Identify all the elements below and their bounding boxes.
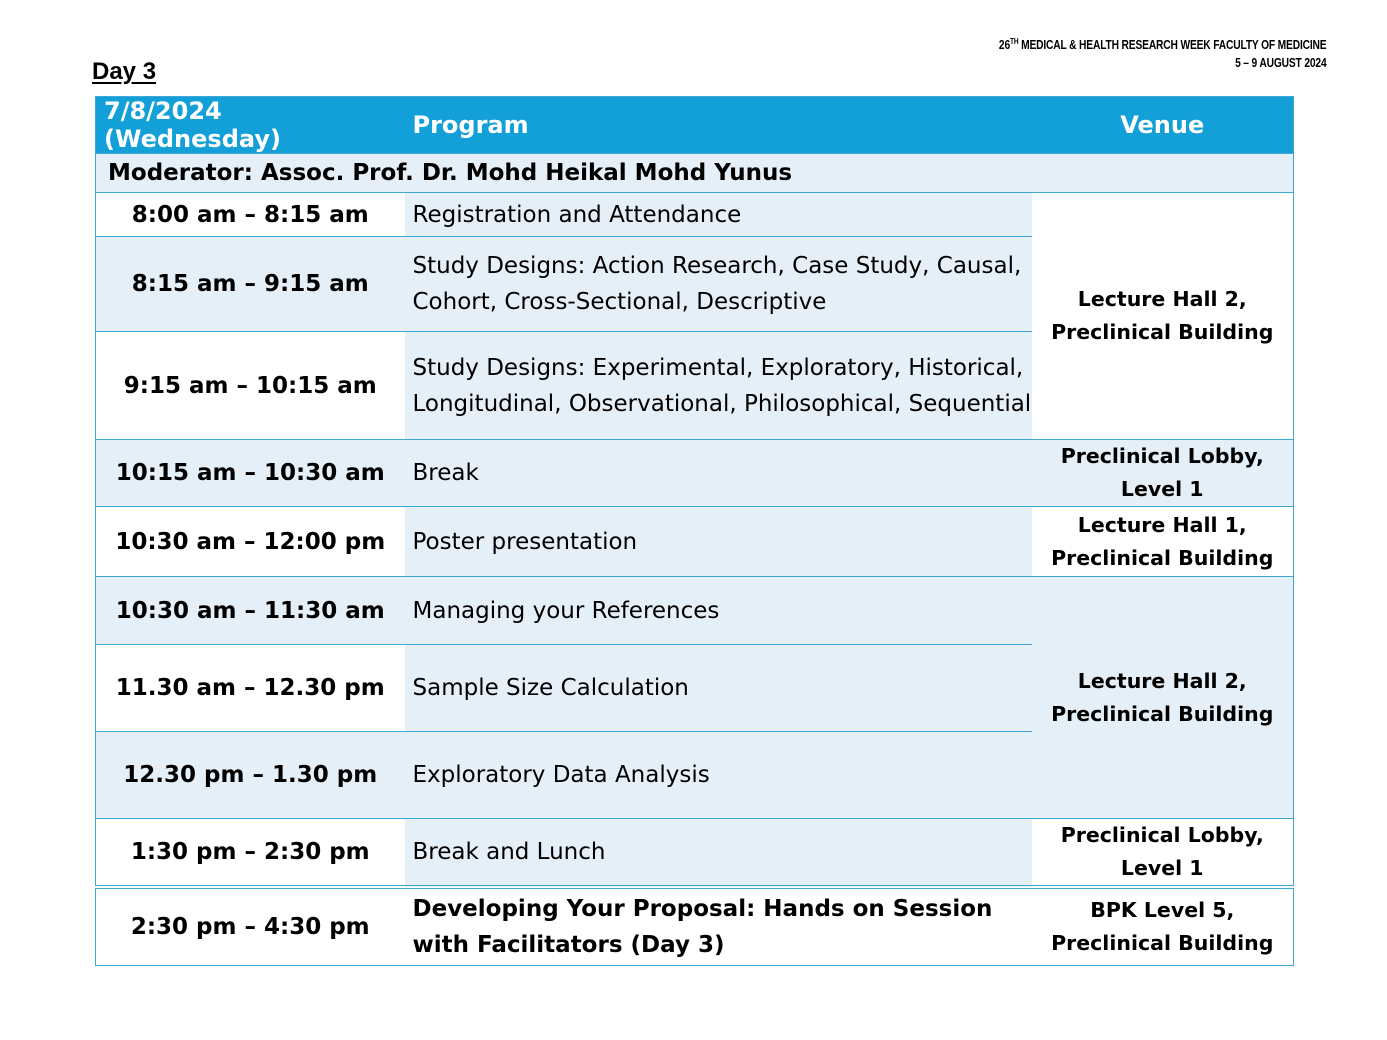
venue-line: Lecture Hall 1, xyxy=(1077,512,1247,537)
moderator-text: Moderator: Assoc. Prof. Dr. Mohd Heikal Mohd Yunus xyxy=(96,154,1294,193)
table-row xyxy=(96,193,1294,237)
venue-line: Preclinical Building xyxy=(1051,545,1274,570)
time-cell: 10:30 am – 11:30 am xyxy=(96,577,405,645)
program-cell: Developing Your Proposal: Hands on Session with Facilitators (Day 3) xyxy=(405,887,1032,965)
time-cell: 1:30 pm – 2:30 pm xyxy=(96,819,405,888)
program-cell: Break and Lunch xyxy=(405,819,1032,888)
program-cell: Exploratory Data Analysis xyxy=(405,732,1032,819)
venue-line: Level 1 xyxy=(1120,856,1204,880)
time-cell: 9:15 am – 10:15 am xyxy=(96,332,405,440)
program-cell: Study Designs: Action Research, Case Study, Causal, Cohort, Cross-Sectional, Descriptive xyxy=(405,237,1032,332)
program-cell: Break xyxy=(405,440,1032,507)
venue-line: Lecture Hall 2, xyxy=(1077,287,1247,311)
venue-cell xyxy=(1032,819,1294,888)
time-cell: 11.30 am – 12.30 pm xyxy=(96,645,405,732)
venue-cell xyxy=(1032,577,1294,819)
venue-column-header: Venue xyxy=(1032,97,1294,154)
program-cell: Registration and Attendance xyxy=(405,193,1032,237)
table-row xyxy=(96,507,1294,577)
time-cell: 8:00 am – 8:15 am xyxy=(96,193,405,237)
time-cell: 8:15 am – 9:15 am xyxy=(96,237,405,332)
edition-suffix: TH xyxy=(1009,37,1018,46)
program-cell: Managing your References xyxy=(405,577,1032,645)
table-row xyxy=(96,577,1294,645)
venue-line: Preclinical Building xyxy=(1051,320,1274,344)
table-row xyxy=(96,819,1294,888)
venue-line: Preclinical Lobby, xyxy=(1060,823,1264,847)
program-cell: Poster presentation xyxy=(405,507,1032,577)
venue-cell xyxy=(1032,507,1294,577)
venue-cell xyxy=(1032,440,1294,507)
venue-cell xyxy=(1032,193,1294,440)
venue-line: BPK Level 5, xyxy=(1090,897,1235,922)
event-dates: 5 – 9 AUGUST 2024 xyxy=(1234,56,1326,70)
schedule-table xyxy=(95,96,1294,966)
time-cell: 12.30 pm – 1.30 pm xyxy=(96,732,405,819)
document-header xyxy=(998,36,1326,72)
event-title-text: MEDICAL & HEALTH RESEARCH WEEK FACULTY OF MEDICINE xyxy=(1017,38,1326,52)
table-row xyxy=(96,887,1294,965)
program-cell: Sample Size Calculation xyxy=(405,645,1032,732)
program-cell: Study Designs: Experimental, Exploratory, Historical, Longitudinal, Observational, Philosophical, Sequential xyxy=(405,332,1032,440)
edition-number: 26 xyxy=(998,38,1010,52)
time-cell: 2:30 pm – 4:30 pm xyxy=(96,887,405,965)
venue-cell xyxy=(1032,887,1294,965)
venue-line: Preclinical Building xyxy=(1051,930,1274,955)
moderator-row xyxy=(96,154,1294,193)
event-title xyxy=(998,36,1326,54)
date-column-header: 7/8/2024 (Wednesday) xyxy=(96,97,405,154)
day-title: Day 3 xyxy=(92,58,157,85)
table-header-row xyxy=(96,97,1294,154)
time-cell: 10:15 am – 10:30 am xyxy=(96,440,405,507)
time-cell: 10:30 am – 12:00 pm xyxy=(96,507,405,577)
venue-line: Lecture Hall 2, xyxy=(1077,668,1247,693)
program-column-header: Program xyxy=(405,97,1032,154)
venue-line: Preclinical Lobby, xyxy=(1060,444,1264,468)
table-row xyxy=(96,440,1294,507)
venue-line: Preclinical Building xyxy=(1051,701,1274,726)
venue-line: Level 1 xyxy=(1120,477,1204,501)
